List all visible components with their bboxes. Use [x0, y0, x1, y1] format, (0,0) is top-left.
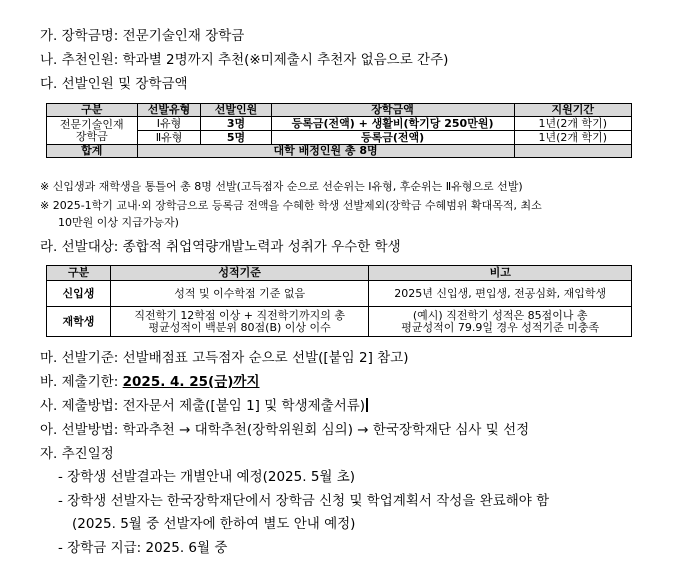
selection-table: [46, 103, 632, 158]
schedule-3: - 장학금 지급: 2025. 6월 중: [58, 540, 228, 556]
schedule-2-cont: (2025. 5월 중 선발자에 한하여 별도 안내 예정): [72, 516, 356, 532]
t1-total-value: 대학 배정인원 총 8명: [137, 145, 514, 158]
note-1: ※ 신입생과 재학생을 통틀어 총 8명 선발(고득점자 순으로 선순위는 Ⅰ유형, 후순위는 Ⅱ유형으로 선발): [40, 180, 523, 193]
t1-header-amount: 장학금액: [271, 104, 514, 117]
t1-header-period: 지원기간: [514, 104, 631, 117]
t2-header-criteria: 성적기준: [110, 266, 369, 281]
item-na: 나. 추천인원: 학과별 2명까지 추천(※미제출시 추천자 없음으로 간주): [40, 52, 449, 68]
t2-row2-note: [369, 307, 632, 337]
t1-header-type: 선발유형: [137, 104, 201, 117]
t2-row2-criteria-line1: 직전학기 12학점 이상 + 직전학기까지의 총: [134, 308, 346, 322]
item-ja: 자. 추진일정: [40, 446, 114, 462]
t2-header-note: 비고: [369, 266, 632, 281]
t2-row2-criteria: [110, 307, 369, 337]
t1-row1-amount: 등록금(전액) + 생활비(학기당 250만원): [271, 117, 514, 131]
eligibility-table: [46, 265, 632, 337]
t1-row2-period: 1년(2개 학기): [514, 131, 631, 145]
t2-header-category: 구분: [47, 266, 111, 281]
t1-row1-type: Ⅰ유형: [137, 117, 201, 131]
t1-row2-type: Ⅱ유형: [137, 131, 201, 145]
t1-row2-amount: 등록금(전액): [271, 131, 514, 145]
note-2-cont: 10만원 이상 지급가능자): [58, 216, 179, 229]
t2-row2-label: 재학생: [47, 307, 111, 337]
item-ga: 가. 장학금명: 전문기술인재 장학금: [40, 28, 245, 44]
t1-total-empty: [514, 145, 631, 158]
t1-row1-count: 3명: [201, 117, 271, 131]
item-sa: [40, 397, 368, 415]
item-sa-text: 사. 제출방법: 전자문서 제출([붙임 1] 및 학생제출서류): [40, 398, 366, 414]
note-2: ※ 2025-1학기 교내·외 장학금으로 등록금 전액을 수혜한 학생 선발제외(장학금 수혜범위 확대목적, 최소: [40, 199, 542, 212]
t1-total-label: 합계: [47, 145, 138, 158]
t1-row1-period: 1년(2개 학기): [514, 117, 631, 131]
t1-row2-count: 5명: [201, 131, 271, 145]
item-ba: [40, 373, 260, 391]
t2-row1-note: 2025년 신입생, 편입생, 전공심화, 재입학생: [369, 281, 632, 307]
item-ra: 라. 선발대상: 종합적 취업역량개발노력과 성취가 우수한 학생: [40, 239, 401, 255]
t2-row2-criteria-line2: 평균성적이 백분위 80점(B) 이상 이수: [148, 320, 331, 334]
item-da: 다. 선발인원 및 장학금액: [40, 76, 188, 92]
t1-group-label: [47, 117, 138, 145]
t1-header-count: 선발인원: [201, 104, 271, 117]
t1-header-category: 구분: [47, 104, 138, 117]
item-a: 아. 선발방법: 학과추천 → 대학추천(장학위원회 심의) → 한국장학재단 심사 및 선정: [40, 422, 530, 438]
text-cursor: [366, 398, 368, 412]
item-ma: 마. 선발기준: 선발배점표 고득점자 순으로 선발([붙임 2] 참고): [40, 350, 409, 366]
t2-row1-label: 신입생: [47, 281, 111, 307]
t1-group-label-line2: 장학금: [75, 129, 108, 143]
schedule-1: - 장학생 선발결과는 개별안내 예정(2025. 5월 초): [58, 469, 356, 485]
item-ba-prefix: 바. 제출기한:: [40, 374, 123, 390]
t2-row2-note-line1: (예시) 직전학기 성적은 85점이나 총: [412, 308, 588, 322]
t1-group-label-line1: 전문기술인재: [59, 117, 124, 131]
t2-row2-note-line2: 평균성적이 79.9일 경우 성적기준 미충족: [401, 320, 600, 334]
deadline-date: 2025. 4. 25(금)까지: [122, 374, 260, 390]
schedule-2: - 장학생 선발자는 한국장학재단에서 장학금 신청 및 학업계획서 작성을 완료해야 함: [58, 493, 550, 509]
t2-row1-criteria: 성적 및 이수학점 기준 없음: [110, 281, 369, 307]
